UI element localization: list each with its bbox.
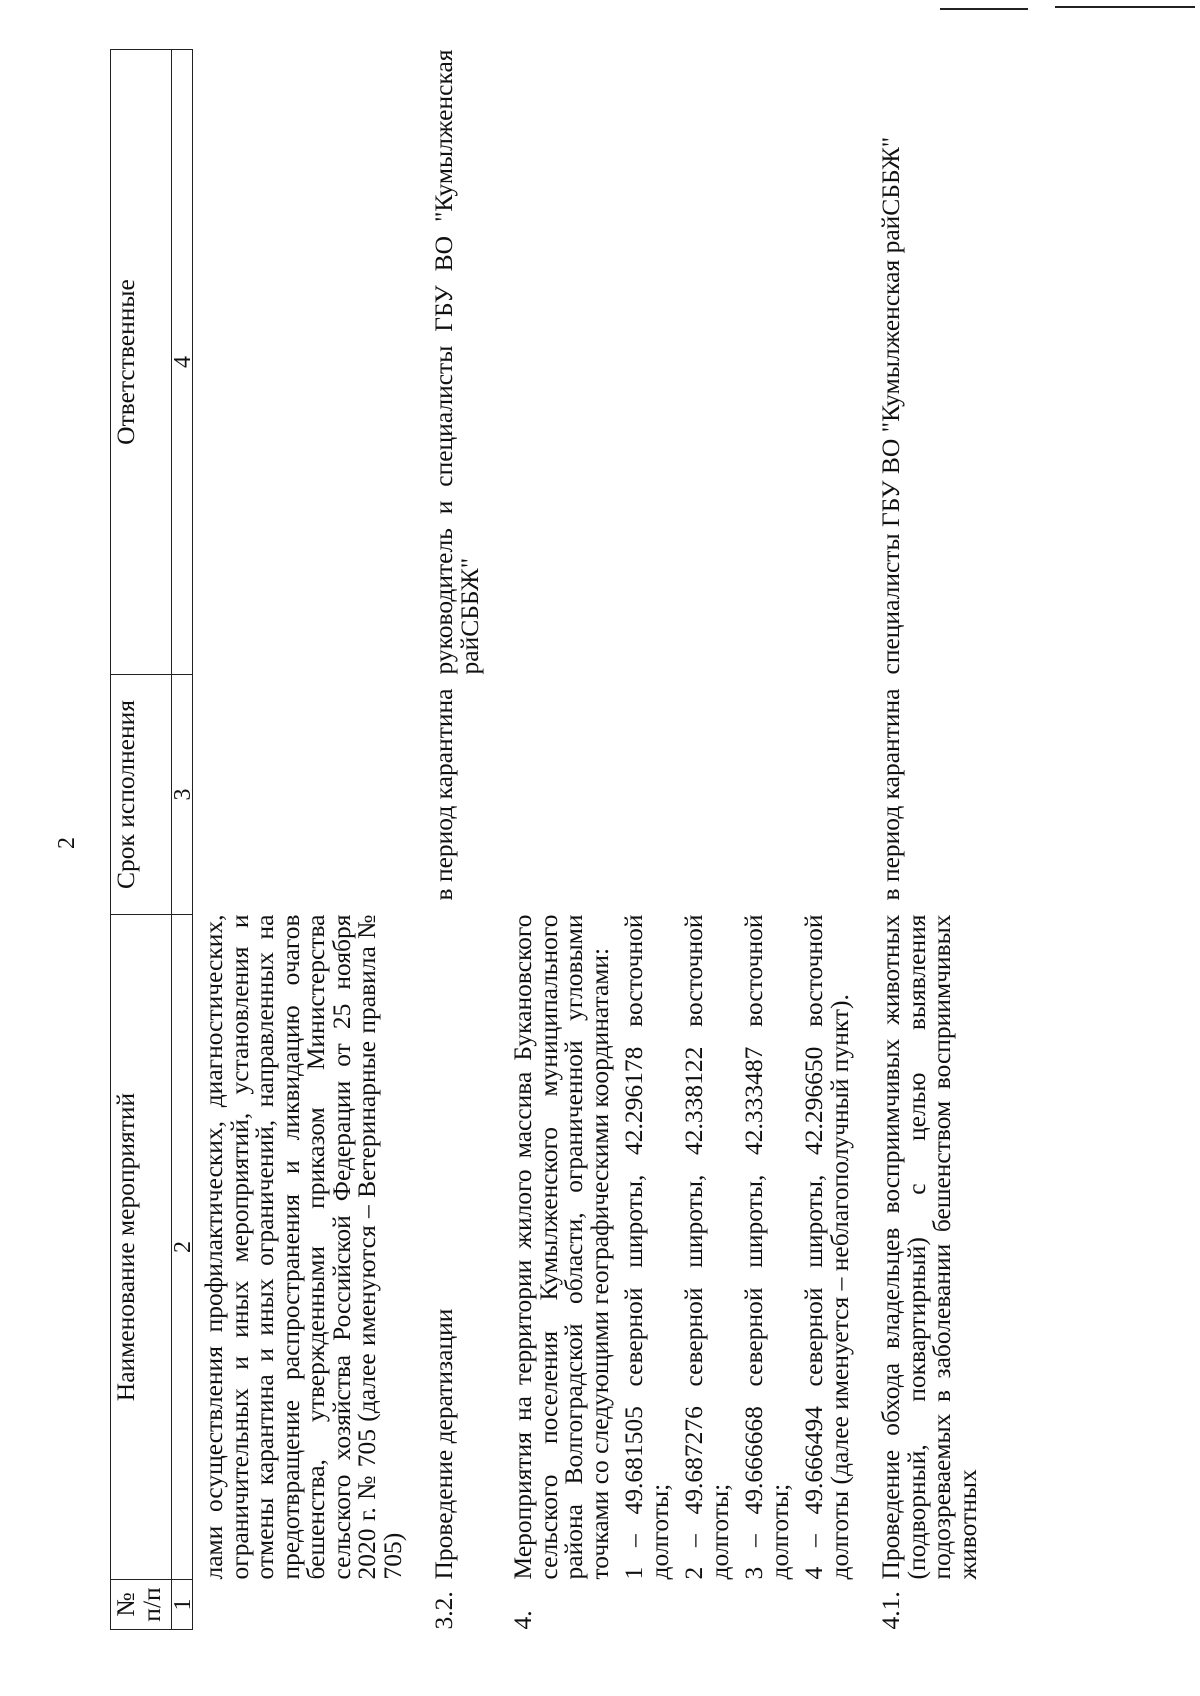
measure-name: лами осуществления профилактических, диагностических, ограничительных и иных мероприятий, установления и отмены карантина и иных ограничений, направленных на предотвращение распространения и ликвидацию очагов бешенства, утвержденными приказом Министерства сельского хозяйства Российской Федерации от 25 ноября 2020 г. № 705 (далее именуются – Ветеринарные правила № 705) (199, 914, 407, 1580)
measures-table (110, 49, 980, 1630)
header-responsible: Ответственные (111, 50, 172, 675)
coordinate-item: 4 – 49.666494 северной широты, 42.296650 восточной долготы (далее именуется – неблагополучный пункт). (799, 914, 854, 1580)
header-term: Срок исполнения (111, 675, 172, 915)
row-number: 4. (508, 1610, 537, 1630)
column-number: 1 (172, 1580, 193, 1630)
measure-name: Проведение дератизации (429, 1308, 458, 1580)
measure-responsible (193, 50, 406, 675)
measure-intro: Мероприятия на территории жилого массива Букановского сельского поселения Кумылженского муниципального района Волгоградской области, ограниченной угловыми точками со следующими географическими координатами: (508, 914, 614, 1580)
coordinate-item: 1 – 49.681505 северной широты, 42.296178 восточной долготы; (619, 914, 674, 1580)
measure-name (482, 915, 852, 1580)
table-row (852, 50, 980, 1630)
row-number: 4.1. (876, 1591, 905, 1630)
coordinate-item: 2 – 49.687276 северной широты, 42.338122 восточной долготы; (679, 914, 734, 1580)
measure-term (482, 675, 852, 915)
measure-term: в период карантина (429, 688, 458, 901)
measure-term: в период карантина (876, 688, 905, 901)
column-number: 3 (172, 675, 193, 915)
header-name: Наименование мероприятий (111, 915, 172, 1580)
table-row (405, 50, 482, 1630)
measure-name: Проведение обхода владельцев восприимчивых животных (подворный, поквартирный) с целью выявления подозреваемых в заболевании бешенством восприимчивых животных (876, 914, 982, 1580)
measure-responsible: специалисты ГБУ ВО "Кумылженская райСББЖ" (876, 136, 905, 675)
rotated-page-content (110, 50, 1190, 1630)
row-number: 3.2. (429, 1591, 458, 1630)
table-row (193, 50, 406, 1630)
measure-term (193, 675, 406, 915)
measure-responsible (482, 50, 852, 675)
column-number: 4 (172, 50, 193, 675)
table-header-row (111, 50, 172, 1630)
column-number: 2 (172, 915, 193, 1580)
scan-artifact-line (940, 8, 1028, 10)
coordinate-item: 3 – 49.666668 северной широты, 42.333487 восточной долготы; (739, 914, 794, 1580)
column-number-row (172, 50, 193, 1630)
table-row (482, 50, 852, 1630)
row-number (193, 1580, 406, 1630)
page-number: 2 (54, 837, 80, 849)
scan-artifact-line (1055, 6, 1195, 8)
measure-responsible: руководитель и специалисты ГБУ ВО "Кумылженская райСББЖ" (429, 49, 484, 675)
header-num: № п/п (111, 1580, 172, 1630)
